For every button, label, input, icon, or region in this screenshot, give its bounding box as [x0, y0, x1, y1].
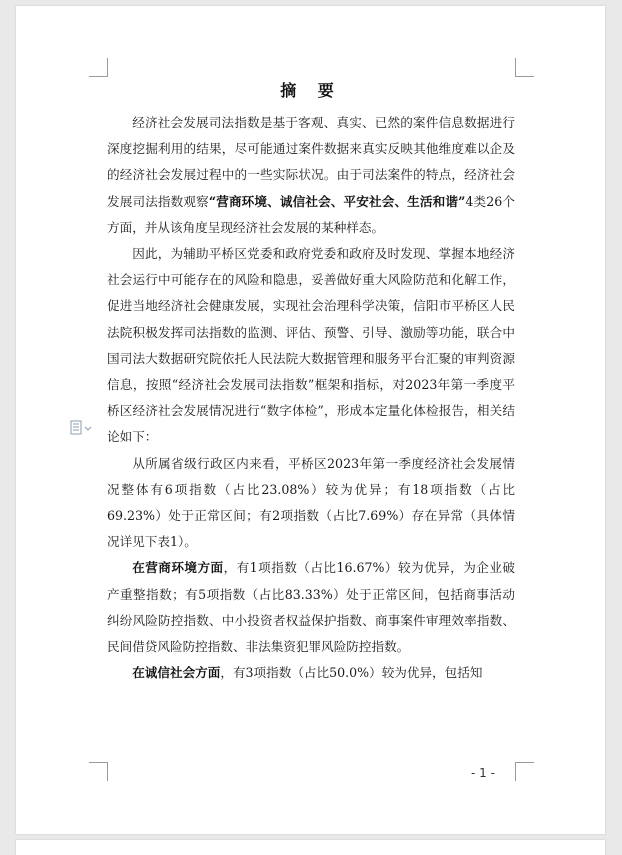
paragraph	[107, 451, 515, 556]
margin-corner-top-right	[515, 58, 534, 77]
text-run: ，有1项指数（占比16.67%）较为优异，为企业破产重整指数；有5项指数（占比83.33%）处于正常区间，包括商事活动纠纷风险防控指数、中小投资者权益保护指数、商事案件审理效率指数、民间借贷风险防控指数、非法集资犯罪风险防控指数。	[107, 560, 515, 655]
next-page	[16, 840, 605, 855]
page-title: 摘 要	[280, 81, 342, 100]
paragraph	[107, 555, 515, 660]
margin-corner-bottom-left	[89, 762, 108, 781]
document-dropdown-icon[interactable]	[69, 420, 95, 436]
bold-text-run: “营商环境、诚信社会、平安社会、生活和谐”	[208, 193, 466, 209]
bold-text-run: 在营商环境方面	[132, 560, 224, 576]
page-number: - 1 -	[471, 766, 495, 780]
paragraph	[107, 110, 515, 241]
text-run: 经济社会发展司法指数是基于客观、真实、已然的案件信息数据进行深度挖掘利用的结果，尽可能通过案件数据来真实反映其他维度难以企及的经济社会发展过程中的一些实际状况。由于司法案件的特点，经济社会发展司法指数观察	[107, 115, 515, 209]
page-content	[107, 78, 515, 686]
bold-text-run: 在诚信社会方面	[132, 665, 221, 681]
paragraph	[107, 660, 515, 686]
text-run: 因此，为辅助平桥区党委和政府党委和政府及时发现、掌握本地经济社会运行中可能存在的风险和隐患，妥善做好重大风险防范和化解工作，促进当地经济社会健康发展，实现社会治理科学决策，信阳市平桥区人民法院积极发挥司法指数的监测、评估、预警、引导、激励等功能，联合中国司法大数据研究院依托人民法院大数据管理和服务平台汇聚的审判资源信息，按照“经济社会发展司法指数”框架和指标，对2023年第一季度平桥区经济社会发展情况进行“数字体检”，形成本定量化体检报告，相关结论如下：	[107, 246, 515, 445]
paragraph	[107, 241, 515, 451]
margin-corner-bottom-right	[515, 762, 534, 781]
text-run: 从所属省级行政区内来看，平桥区2023年第一季度经济社会发展情况整体有6项指数（占比23.08%）较为优异；有18项指数（占比69.23%）处于正常区间；有2项指数（占比7.69%）存在异常（具体情况详见下表1）。	[107, 455, 515, 550]
text-run: 4类26个方面，并从该角度呈现经济社会发展的某种样态。	[107, 193, 515, 235]
document-page	[16, 6, 605, 834]
text-run: ，有3项指数（占比50.0%）较为优异，包括知	[220, 665, 483, 681]
body-text	[107, 110, 515, 686]
margin-corner-top-left	[89, 58, 108, 77]
